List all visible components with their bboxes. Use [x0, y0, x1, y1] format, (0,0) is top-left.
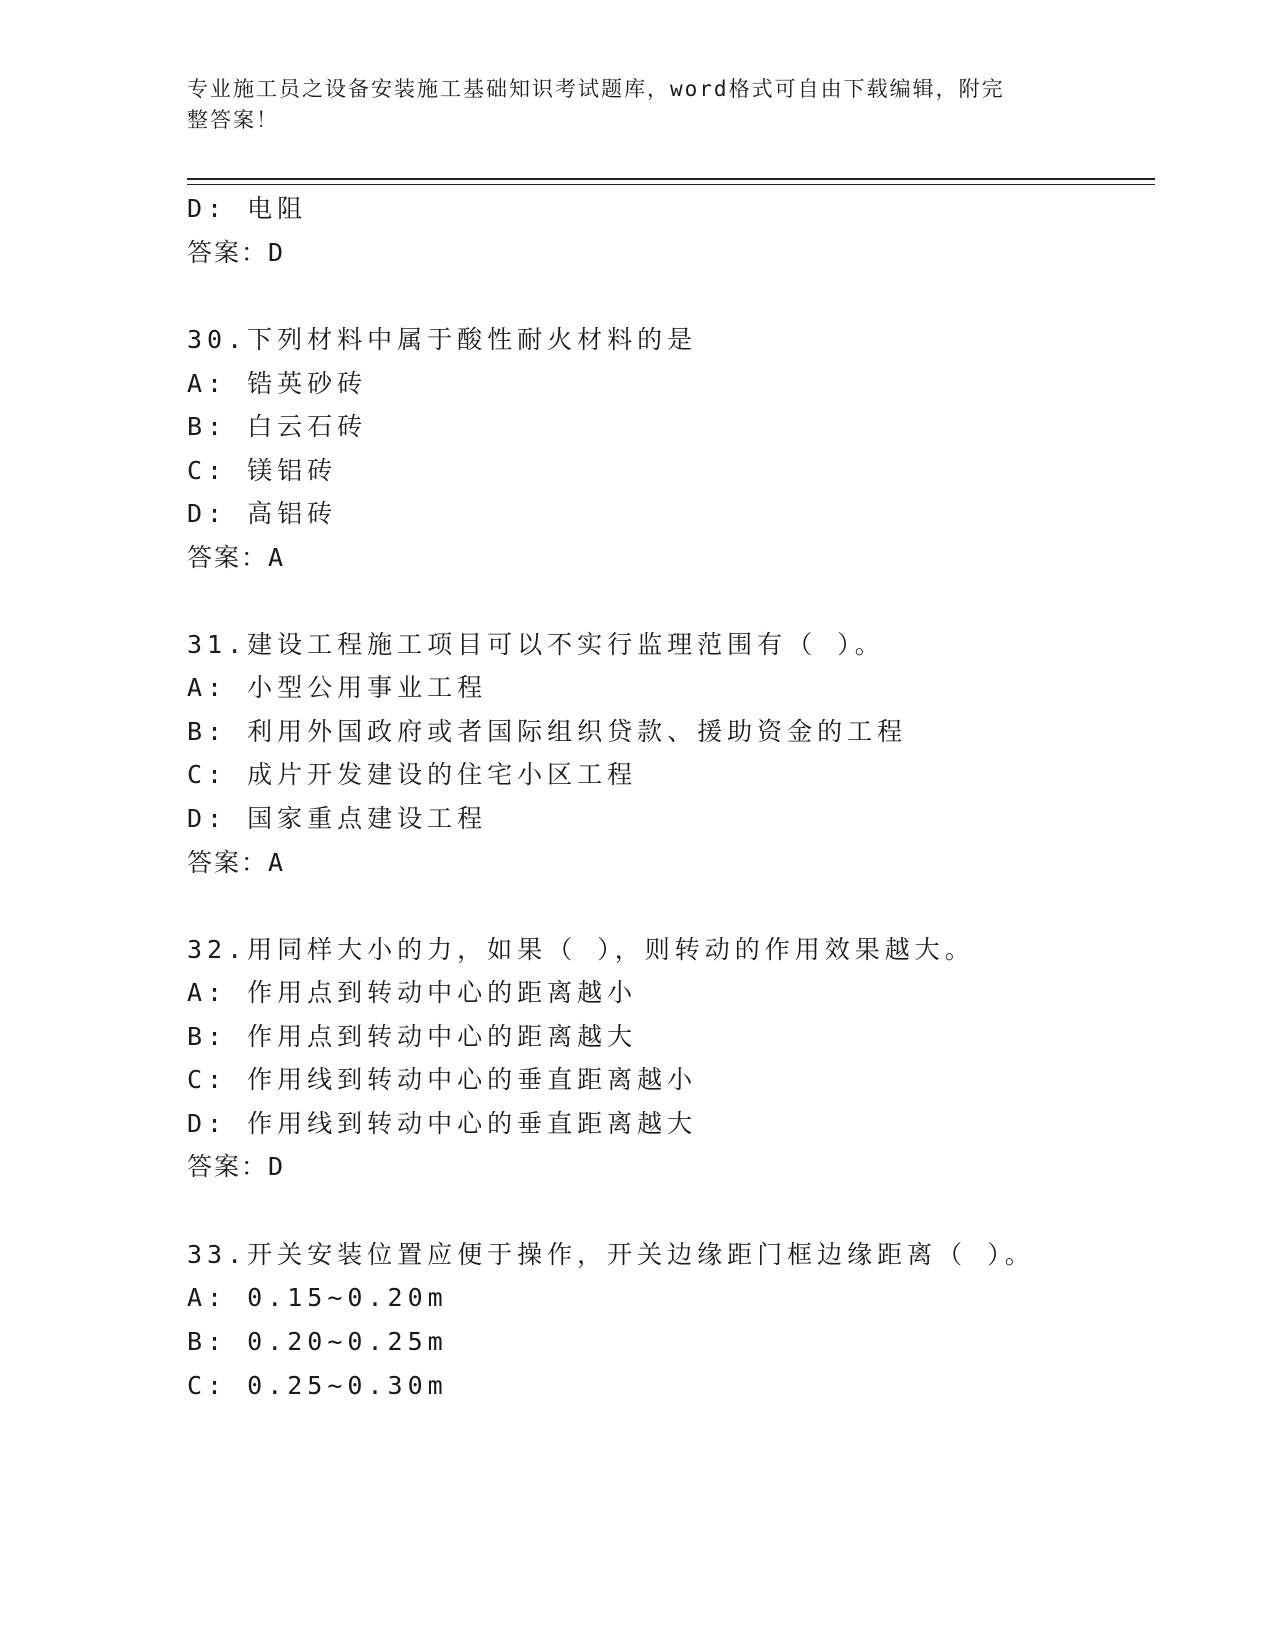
question-31-option-a: A: 小型公用事业工程	[187, 673, 488, 702]
question-30-option-b: B: 白云石砖	[187, 412, 368, 441]
question-31-option-d: D: 国家重点建设工程	[187, 804, 488, 833]
question-30-stem: 30.下列材料中属于酸性耐火材料的是	[187, 325, 698, 354]
header-divider-thick	[187, 178, 1155, 180]
question-32-option-b: B: 作用点到转动中心的距离越大	[187, 1022, 638, 1051]
question-32-stem: 32.用同样大小的力，如果（ ），则转动的作用效果越大。	[187, 935, 975, 964]
header-divider-thin	[187, 184, 1155, 185]
question-33-option-c: C: 0.25~0.30m	[187, 1371, 448, 1400]
question-30-option-d: D: 高铝砖	[187, 499, 338, 528]
prev-option-d: D: 电阻	[187, 194, 308, 223]
question-30-option-a: A: 锆英砂砖	[187, 369, 368, 398]
question-31-answer: 答案：A	[187, 848, 286, 877]
question-30-answer: 答案：A	[187, 543, 286, 572]
prev-answer: 答案：D	[187, 238, 286, 267]
question-33-option-a: A: 0.15~0.20m	[187, 1283, 448, 1312]
question-31-option-b: B: 利用外国政府或者国际组织贷款、援助资金的工程	[187, 717, 908, 746]
question-30-option-c: C: 镁铝砖	[187, 456, 338, 485]
question-32-option-d: D: 作用线到转动中心的垂直距离越大	[187, 1109, 698, 1138]
header-line-1: 专业施工员之设备安装施工基础知识考试题库，word格式可自由下载编辑，附完	[187, 77, 1005, 101]
question-32-option-c: C: 作用线到转动中心的垂直距离越小	[187, 1065, 698, 1094]
question-31-option-c: C: 成片开发建设的住宅小区工程	[187, 760, 638, 789]
question-32-option-a: A: 作用点到转动中心的距离越小	[187, 978, 638, 1007]
header-line-2: 整答案！	[187, 108, 279, 132]
document-header	[187, 74, 1067, 136]
question-33-option-b: B: 0.20~0.25m	[187, 1327, 448, 1356]
question-33-stem: 33.开关安装位置应便于操作，开关边缘距门框边缘距离（ ）。	[187, 1240, 1035, 1269]
question-31-stem: 31.建设工程施工项目可以不实行监理范围有（ ）。	[187, 630, 885, 659]
question-32-answer: 答案：D	[187, 1152, 286, 1181]
